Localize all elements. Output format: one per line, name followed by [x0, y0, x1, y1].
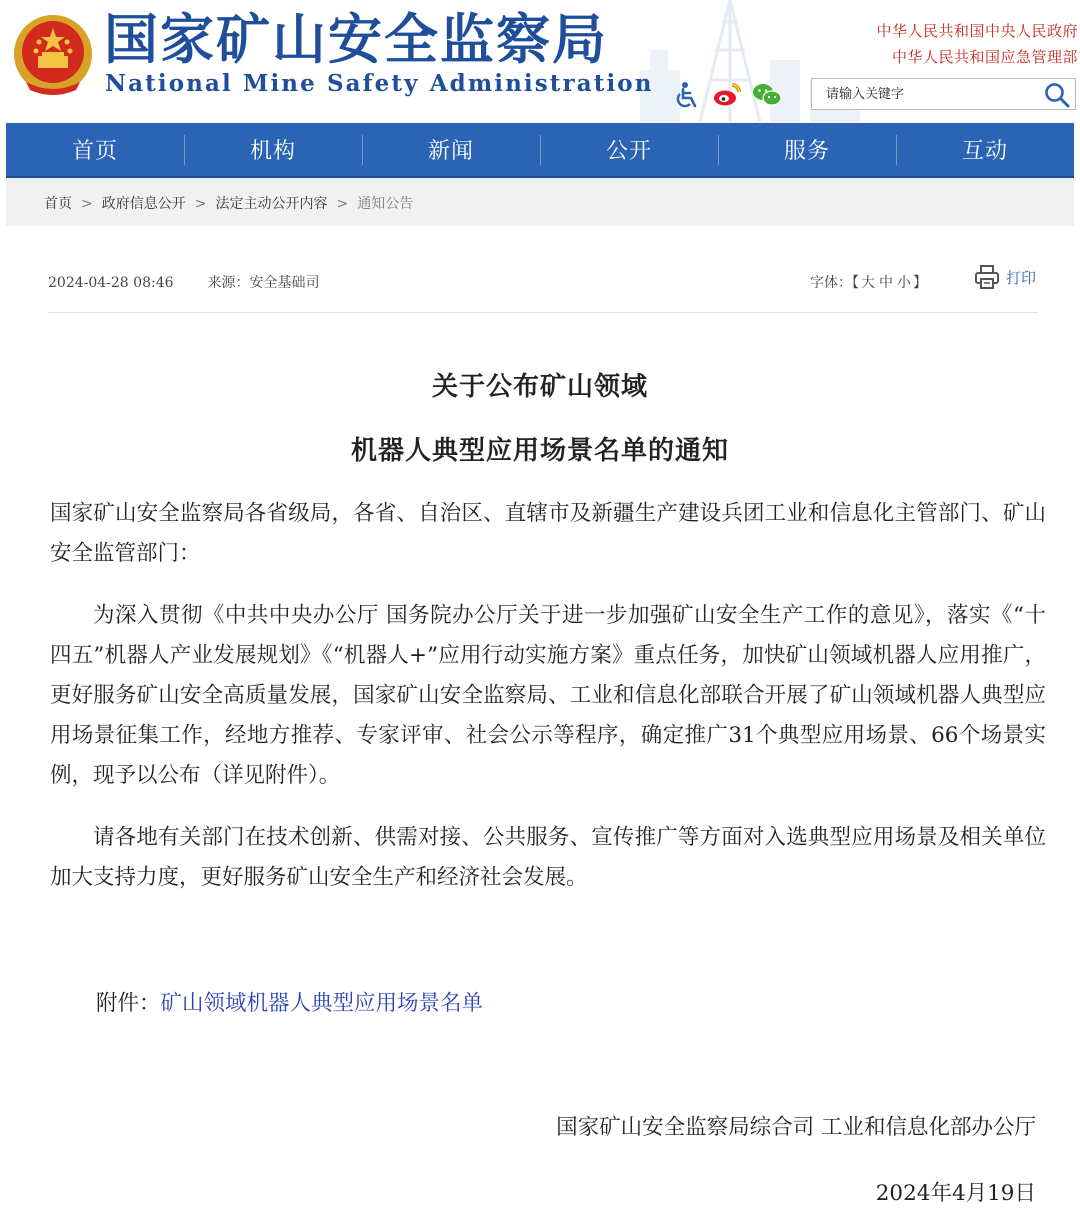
article-source: 来源：安全基础司: [207, 275, 320, 291]
nav-item-news[interactable]: 新闻: [362, 123, 540, 176]
article-paragraph-1: 为深入贯彻《中共中央办公厅 国务院办公厅关于进一步加强矿山安全生产工作的意见》，落实《“十四五”机器人产业发展规划》《“机器人+”应用行动实施方案》重点任务，加快矿山领域机器人应用推广，更好服务矿山安全高质量发展，国家矿山安全监察局、工业和信息化部联合开展了矿山领域机器人典型应用场景征集工作，经地方推荐、专家评审、社会公示等程序，确定推广31个典型应用场景、66个场景实例，现予以公布（详见附件）。: [50, 603, 1046, 788]
accessibility-icon[interactable]: [672, 80, 702, 110]
site-subtitle: National Mine Safety Administration: [105, 70, 654, 97]
attachment-link[interactable]: 矿山领域机器人典型应用场景名单: [160, 991, 484, 1016]
font-size-small[interactable]: 小: [897, 275, 911, 291]
search-input[interactable]: [812, 79, 1046, 109]
wechat-icon[interactable]: [752, 80, 782, 110]
print-label: 打印: [1006, 268, 1037, 287]
breadcrumb-separator: >: [194, 196, 207, 212]
breadcrumb-statutory[interactable]: 法定主动公开内容: [215, 196, 328, 212]
nav-item-home[interactable]: 首页: [71, 139, 118, 164]
breadcrumb-home[interactable]: 首页: [44, 196, 72, 212]
main-nav: [6, 123, 1074, 178]
issue-date: 2024年4月19日: [875, 1181, 1036, 1206]
nav-item-disclosure[interactable]: 公开: [540, 123, 718, 176]
gov-link-emergency[interactable]: 中华人民共和国应急管理部: [891, 48, 1078, 66]
font-size-bracket-open: 【: [852, 275, 859, 291]
national-emblem-icon: [12, 12, 94, 98]
attachment: [96, 986, 483, 1017]
weibo-icon[interactable]: [712, 80, 742, 110]
nav-item-interaction[interactable]: 互动: [896, 123, 1074, 176]
breadcrumb-bar: [6, 178, 1074, 226]
breadcrumb-separator: >: [81, 196, 93, 212]
tool-icons: [672, 80, 782, 110]
site-header: [0, 0, 1080, 122]
search-button[interactable]: [1043, 81, 1071, 109]
printer-icon: [974, 264, 1000, 290]
breadcrumb-gov-info[interactable]: 政府信息公开: [101, 196, 186, 212]
nav-item-services[interactable]: 服务: [718, 123, 896, 176]
font-size-medium[interactable]: 中: [879, 275, 893, 291]
search-icon: [1044, 82, 1070, 108]
breadcrumb-separator: >: [336, 196, 349, 212]
gov-links: [876, 18, 1078, 70]
font-size-bracket-close: 】: [913, 275, 927, 291]
breadcrumb: [44, 193, 413, 213]
font-size-label: 字体：: [810, 275, 852, 291]
article-paragraph-2: 请各地有关部门在技术创新、供需对接、公共服务、宣传推广等方面对入选典型应用场景及相关单位加大支持力度，更好服务矿山安全生产和经济社会发展。: [50, 825, 1046, 890]
search-box: [811, 78, 1076, 110]
attachment-label: 附件：: [96, 991, 161, 1016]
article-title-line-1: 关于公布矿山领域: [431, 372, 648, 402]
issuing-authority: 国家矿山安全监察局综合司 工业和信息化部办公厅: [556, 1115, 1036, 1140]
article-title-line-2: 机器人典型应用场景名单的通知: [350, 436, 729, 466]
publish-date: 2024-04-28 08:46: [48, 275, 174, 291]
article-salutation: 国家矿山安全监察局各省级局，各省、自治区、直辖市及新疆生产建设兵团工业和信息化主管部门、矿山安全监管部门：: [50, 501, 1046, 566]
nav-item-organization[interactable]: 机构: [184, 123, 362, 176]
article-card: [6, 226, 1074, 1212]
site-title[interactable]: 国家矿山安全监察局: [104, 7, 608, 71]
font-size-control: [810, 272, 927, 292]
article-meta: [48, 272, 320, 292]
gov-link-central[interactable]: 中华人民共和国中央人民政府: [876, 22, 1078, 40]
meta-divider: [48, 312, 1038, 313]
font-size-large[interactable]: 大: [861, 275, 875, 291]
print-button[interactable]: [974, 264, 1036, 290]
breadcrumb-notices[interactable]: 通知公告: [357, 196, 414, 212]
